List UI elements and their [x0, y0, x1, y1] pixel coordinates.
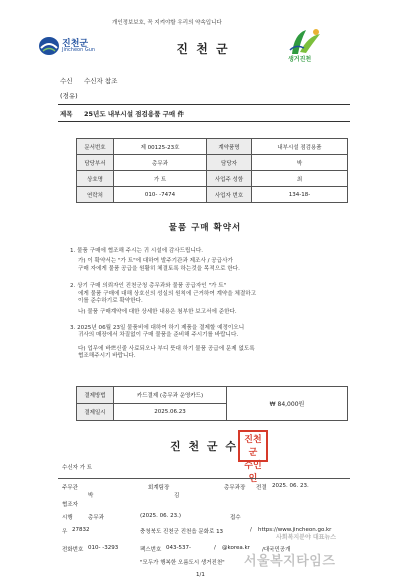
- paragraph: 구매 자에게 물품 공급을 원활히 체결토록 하는것을 목적으로 한다.: [78, 265, 240, 272]
- email-address[interactable]: @korea.kr: [222, 545, 250, 551]
- table-cell: 최: [252, 171, 348, 187]
- table-cell: 담당부서: [77, 155, 114, 171]
- table-cell: 연락처: [77, 187, 114, 203]
- paragraph: 이를 준수하기로 확약한다.: [78, 298, 143, 305]
- table-cell: 결제방법: [77, 387, 114, 404]
- table-cell: 제 00125-23호: [114, 139, 207, 155]
- divider: [58, 104, 350, 105]
- paragraph: 나) 물품 구매계약에 대한 상세한 내용은 첨부한 보고서에 준한다.: [78, 309, 237, 316]
- table-row: [77, 187, 348, 203]
- table-cell: 2025.06.23: [114, 404, 227, 421]
- email-label: /: [214, 545, 216, 551]
- table-row: [77, 387, 348, 404]
- paragraph: 에게 물품 구매에 대해 상호신의 성실의 원칙에 근거하여 계약을 체결하고: [78, 290, 257, 297]
- logo-korean-text: 진천군: [62, 39, 89, 49]
- logo-english-text: Jincheon Gun: [62, 47, 96, 53]
- address: 충청북도 진천군 진천읍 문화로 13: [140, 529, 224, 535]
- page-number: 1/1: [196, 572, 205, 578]
- saenggeo-jincheon-logo: [286, 26, 326, 64]
- table-cell: 내부시설 점검용품: [252, 139, 348, 155]
- watermark-logo: 서울복지타임즈: [244, 554, 336, 569]
- table-cell: 총무과: [114, 155, 207, 171]
- table-row: [77, 171, 348, 187]
- watermark-tagline: 사회복지분야 대표뉴스: [276, 534, 337, 541]
- table-cell: 가 트: [114, 171, 207, 187]
- receipt-label: 접수: [230, 515, 241, 521]
- phone-label: 전화번호: [62, 547, 84, 553]
- privacy-slogan: 개인정보보호, 꼭 지켜야할 우리의 약속입니다: [112, 20, 222, 26]
- recipient-label: 수신: [60, 77, 73, 85]
- table-cell: 결제일시: [77, 404, 114, 421]
- cooperator-label: 협조자: [62, 502, 78, 508]
- exec-date: (2025. 06. 23.): [140, 513, 182, 519]
- motto: "모두가 행복한 오름도시 생거진천": [140, 560, 225, 566]
- approved-mark: 전결: [256, 485, 267, 491]
- public-disclosure: /대국민공개: [262, 547, 291, 553]
- reviewer-name: 김: [174, 493, 180, 499]
- confirmation-body: [70, 248, 360, 360]
- reviewer-label: 회계팀장: [148, 485, 170, 491]
- table-cell: 사업자 번호: [207, 187, 252, 203]
- phone: 010- -3293: [88, 545, 119, 551]
- table-cell: 상호명: [77, 171, 114, 187]
- payment-table: [76, 386, 348, 421]
- exec-dept: 총무과: [88, 515, 104, 521]
- jincheon-logo: [38, 36, 100, 56]
- subject-value: 25년도 내부시설 점검용품 구매 件: [84, 110, 184, 118]
- approved-date: 2025. 06. 23.: [272, 483, 309, 489]
- paragraph: 협조해주시기 바랍니다.: [78, 353, 136, 360]
- seal-text: 진천군: [244, 435, 262, 458]
- paragraph: 2. 상기 구매 의뢰자인 진천군청 총무과와 물품 공급자인 "가 트": [70, 283, 227, 290]
- table-cell: 카드결제 (총무과 운영카드): [114, 387, 227, 404]
- table-cell: 담당자: [207, 155, 252, 171]
- info-table: [76, 138, 348, 203]
- fax-label: 팩스번호: [140, 547, 162, 553]
- divider: [58, 121, 350, 122]
- table-cell: 계약품명: [207, 139, 252, 155]
- postcode: 27832: [72, 527, 90, 533]
- approver-label: 총무과장: [224, 485, 246, 491]
- drafter-name: 박: [88, 493, 94, 499]
- table-row: [77, 155, 348, 171]
- table-row: [77, 139, 348, 155]
- table-cell: 박: [252, 155, 348, 171]
- seal-text: 수인인: [244, 461, 262, 484]
- via-label: (경유): [60, 92, 78, 100]
- table-cell: 134-18-: [252, 187, 348, 203]
- paragraph: 3. 2025년 06월 23일 물품비에 대하여 하기 제품을 결제할 예정이오니: [70, 324, 245, 331]
- postcode-label: 우: [62, 529, 68, 535]
- exec-label: 시행: [62, 515, 73, 521]
- fax: 043-537-: [166, 545, 191, 551]
- amount-cell: ₩ 84,000원: [227, 387, 348, 421]
- homepage-label: /: [250, 527, 252, 533]
- table-cell: 010- -7474: [114, 187, 207, 203]
- homepage-link[interactable]: https://www.jincheon.go.kr: [258, 527, 332, 533]
- table-cell: 사업주 성함: [207, 171, 252, 187]
- official-seal: [238, 430, 268, 484]
- confirmation-title: 물품 구매 확약서: [168, 223, 242, 233]
- recipient-line: 수신자 가 트: [62, 465, 93, 471]
- paragraph: 다) 업무에 바쁘신줄 사료되오나 부디 뜻대 하기 물품 공급에 문제 없도록: [78, 345, 255, 352]
- jincheon-emblem-icon: [38, 36, 60, 56]
- recipient-value: 수신자 참조: [84, 77, 118, 85]
- divider: [58, 478, 350, 479]
- subject-label: 제목: [60, 110, 73, 118]
- paragraph: 1. 물품 구매에 협조해 주시는 귀 시설에 감사드립니다.: [70, 248, 204, 254]
- paragraph: 가) 이 확약서는 "가 트"에 대하여 발주기관과 제조사 / 공급사가: [78, 258, 233, 265]
- agency-title: 진 천 군: [176, 42, 230, 56]
- logo-right-text: 생거진천: [288, 56, 312, 63]
- leaf-emblem-icon: [286, 26, 326, 56]
- paragraph: 귀사의 매장에서 차질없이 구매 물품을 준비해 주시기를 바랍니다.: [78, 332, 239, 339]
- table-cell: 문서번호: [77, 139, 114, 155]
- agency-head-name: 진 천 군 수: [170, 440, 238, 453]
- drafter-label: 주무관: [62, 485, 78, 491]
